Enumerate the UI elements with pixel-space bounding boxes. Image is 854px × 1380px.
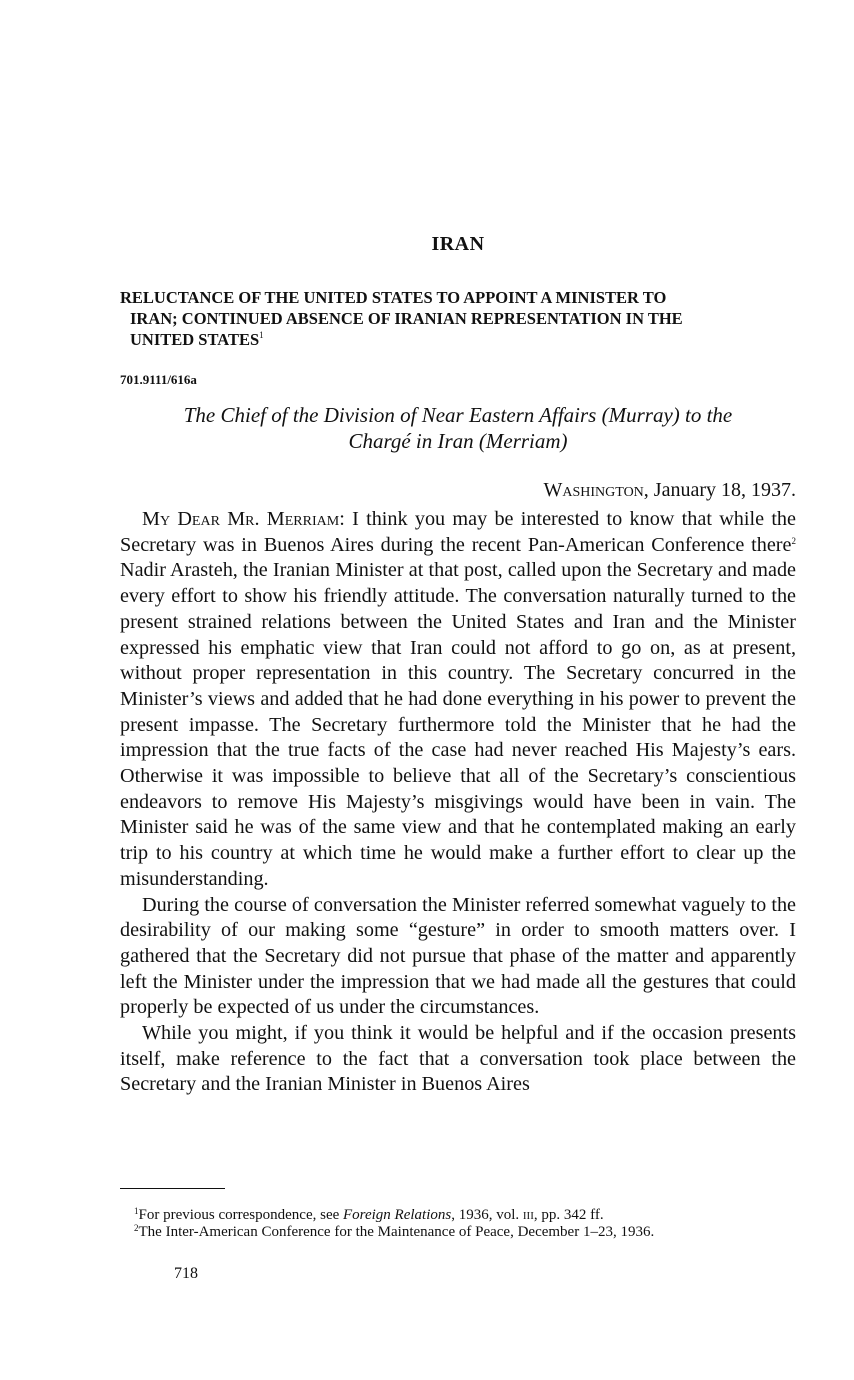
page-number: 718 [174,1265,198,1282]
footnote-reference-2: 2 [791,535,796,546]
section-heading [120,287,796,350]
footnote-1-text-after: , pp. 342 ff. [533,1207,604,1223]
footnote-1-text-mid: , 1936, vol. [451,1207,523,1223]
dateline [544,479,797,502]
document-page [120,0,796,1380]
file-number: 701.9111/616a [120,372,197,387]
document-title [120,402,796,454]
footnote-1 [120,1207,796,1224]
section-heading-line-2: IRAN; CONTINUED ABSENCE OF IRANIAN REPRESENTATION IN THE [130,309,683,328]
paragraph-1-part-2: Nadir Arasteh, the Iranian Minister at that post, called upon the Secretary and made every effort to show his friendly attitude. The conversation naturally turned to the present strained relations between the United States and Iran and the Minister expressed his emphatic view that Iran could not afford to go on, as at present, without proper representation in this country. The Secretary concurred in the Minister’s views and added that he had done everything in his power to prevent the present impasse. The Secretary furthermore told the Minister that he had the impression that the true facts of the case had never reached His Majesty’s ears. Otherwise it was impossible to believe that all of the Secretary’s conscientious endeavors to remove His Majesty’s misgivings would have been in vain. The Minister said he was of the same view and that he contemplated making an early trip to his country at which time he would make a further effort to clear up the misunderstanding. [120,559,796,890]
document-title-line-1: The Chief of the Division of Near Eastern Affairs (Murray) to the [183,403,733,427]
section-heading-line-3 [120,329,796,350]
footnotes [120,1207,796,1241]
footnote-1-title: Foreign Relations [343,1207,452,1223]
footnote-divider [120,1188,225,1189]
footnote-2-mark: 2 [134,1223,139,1233]
footnote-2 [120,1224,796,1241]
document-title-line-2: Chargé in Iran (Merriam) [348,429,568,453]
paragraph-1-part-1: : I think you may be interested to know that while the Secretary was in Buenos Aires during the recent Pan-American Conference there [120,508,796,556]
section-heading-line-3-text: UNITED STATES [130,330,260,349]
footnote-reference-1: 1 [259,330,264,340]
footnote-1-mark: 1 [134,1206,139,1216]
letter-body [120,507,796,1098]
dateline-place: Washington [543,479,644,501]
country-heading: IRAN [431,233,485,255]
dateline-date: , January 18, 1937. [643,479,796,501]
paragraph-3: While you might, if you think it would be helpful and if the occasion presents itself, make reference to the fact that a conversation took place between the Secretary and the Iranian Minister in Buenos Aires [120,1022,796,1096]
footnote-2-text: The Inter-American Conference for the Maintenance of Peace, December 1–23, 1936. [138,1224,655,1240]
footnote-1-volume: iii [522,1207,534,1223]
paragraph-2: During the course of conversation the Minister referred somewhat vaguely to the desirability of our making some “gesture” in order to smooth matters over. I gathered that the Secretary did not pursue that phase of the matter and apparently left the Minister under the impression that we had made all the gestures that could properly be expected of us under the circumstances. [120,893,796,1019]
footnote-1-text-before: For previous correspondence, see [138,1207,344,1223]
salutation: My Dear Mr. Merriam [142,508,340,530]
section-heading-line-1: RELUCTANCE OF THE UNITED STATES TO APPOINT A MINISTER TO [120,288,667,307]
paragraph-1 [120,507,796,893]
